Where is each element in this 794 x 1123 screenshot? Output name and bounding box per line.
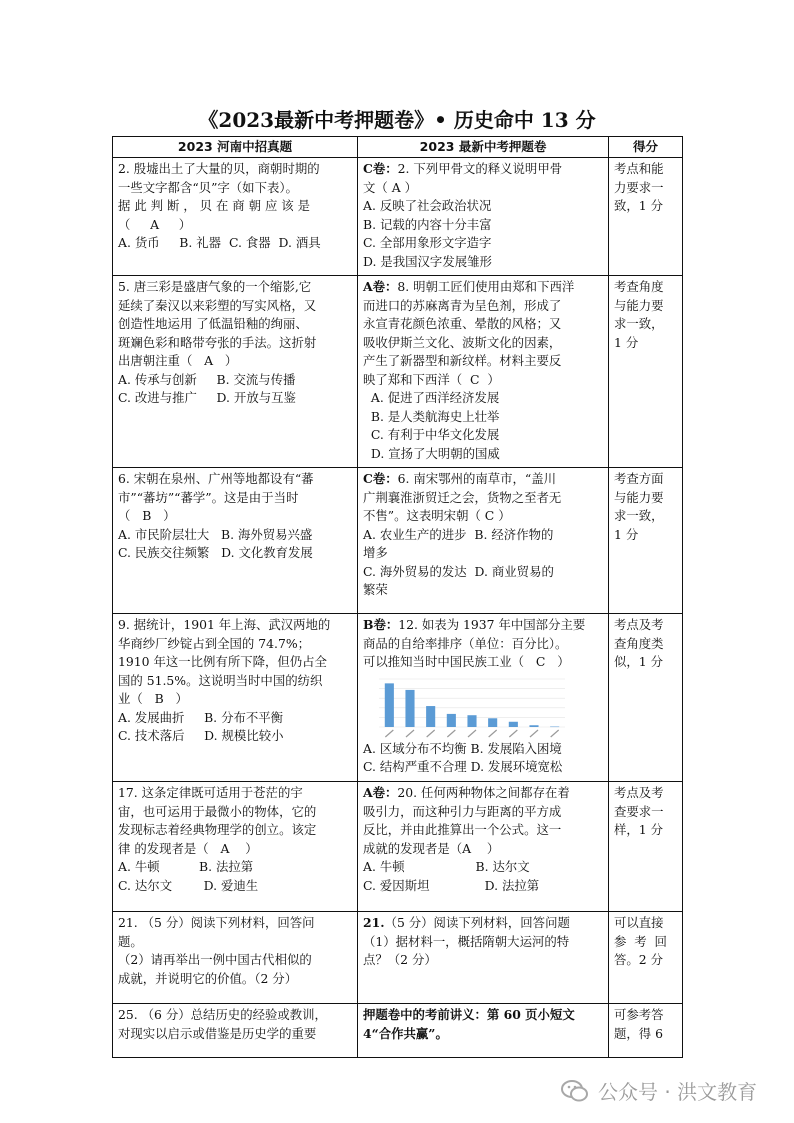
question-line: B. 是人类航海史上壮举 bbox=[363, 408, 500, 424]
question-line bbox=[363, 914, 603, 933]
table-row bbox=[113, 1004, 683, 1058]
score-line: 答。2 分 bbox=[614, 952, 663, 967]
question-line: C. 全部用象形文字造字 bbox=[363, 235, 492, 250]
question-line: 延续了秦汉以来彩塑的写实风格，又 bbox=[118, 297, 317, 313]
question-line: A. 市民阶层壮大 B. 海外贸易兴盛 bbox=[118, 526, 313, 542]
table-row bbox=[113, 782, 683, 912]
question-line: A. 反映了社会政治状况 bbox=[363, 198, 492, 213]
chart-tick-label bbox=[447, 730, 455, 737]
chart-bar bbox=[529, 725, 538, 727]
chart-bar bbox=[385, 683, 394, 727]
chart-bar bbox=[447, 713, 456, 726]
question-line: 吸引力，而这种引力与距离的平方成 bbox=[363, 803, 562, 819]
question-line: B. 记载的内容十分丰富 bbox=[363, 216, 492, 232]
watermark bbox=[560, 1076, 757, 1105]
question-line: 出唐朝注重（ A ） bbox=[118, 353, 238, 368]
score-line: 与能力要 bbox=[614, 297, 664, 313]
chart-bar bbox=[405, 689, 414, 726]
question-line: 商品的自给率排序（单位：百分比）。 bbox=[363, 635, 568, 651]
question-line: 发现标志着经典物理学的创立。该定 bbox=[118, 822, 317, 837]
question-line: 2. 殷墟出土了大量的贝，商朝时期的 bbox=[118, 161, 320, 176]
score-line: 可参考答 bbox=[614, 1007, 664, 1022]
score-line: 1 分 bbox=[614, 526, 639, 542]
question-line: 国的 51.5%。这说明当时中国的纺织 bbox=[118, 672, 323, 688]
mock-question-cell bbox=[358, 468, 609, 614]
paper-label: C卷： bbox=[363, 161, 398, 176]
question-line: 1910 年这一比例有所下降，但仍占全 bbox=[118, 654, 327, 669]
question-line bbox=[363, 616, 603, 635]
score-line: 题，得 6 bbox=[614, 1025, 663, 1041]
question-line: 华商纱厂纱锭占到全国的 74.7%； bbox=[118, 635, 310, 651]
question-line: （ B ） bbox=[118, 508, 176, 523]
question-line: 斑斓色彩和略带夸张的手法。这折射 bbox=[118, 334, 317, 350]
question-line: 不售”。这表明宋朝（ C ） bbox=[363, 508, 511, 523]
question-line: 宙，也可运用于最微小的物体，它的 bbox=[118, 803, 317, 819]
question-line: 反比，并由此推算出一个公式。这一 bbox=[363, 822, 562, 837]
paper-label: 21. bbox=[363, 915, 385, 930]
table-row bbox=[113, 614, 683, 782]
score-line: 查角度类 bbox=[614, 635, 664, 651]
question-line: 据 此 判 断 ， 贝 在 商 朝 应 该 是 bbox=[118, 198, 311, 213]
chart-bar bbox=[550, 726, 559, 727]
paper-label: A卷： bbox=[363, 785, 398, 800]
question-line: 题。 bbox=[118, 933, 143, 949]
score-cell bbox=[609, 614, 683, 782]
question-text: 2. 下列甲骨文的释义说明甲骨 bbox=[397, 161, 563, 176]
question-line: 增多 bbox=[363, 545, 388, 560]
question-text: 8. 明朝工匠们使用由郑和下西洋 bbox=[397, 279, 575, 294]
chart-tick-label bbox=[385, 730, 393, 737]
header-henan-exam: 2023 河南中招真题 bbox=[113, 137, 358, 158]
question-line: A. 农业生产的进步 B. 经济作物的 bbox=[363, 526, 554, 542]
score-line: 参 考 回 bbox=[614, 933, 667, 949]
question-line bbox=[363, 160, 603, 179]
score-cell bbox=[609, 1004, 683, 1058]
table-row bbox=[113, 468, 683, 614]
question-line: 6. 宋朝在泉州、广州等地都设有“蕃 bbox=[118, 471, 314, 486]
question-line: 律 的发现者是（ A ） bbox=[118, 840, 258, 856]
question-line: （ A ） bbox=[118, 216, 192, 232]
question-text: 20. 任何两种物体之间都存在着 bbox=[397, 785, 570, 800]
question-line: C. 民族交往频繁 D. 文化教育发展 bbox=[118, 545, 313, 560]
chart-tick-label bbox=[427, 730, 435, 737]
table-row bbox=[113, 912, 683, 1004]
question-line bbox=[363, 278, 603, 297]
henan-question-cell bbox=[113, 468, 358, 614]
mock-question-cell bbox=[358, 614, 609, 782]
mock-question-cell bbox=[358, 276, 609, 468]
question-line: C. 海外贸易的发达 D. 商业贸易的 bbox=[363, 563, 554, 579]
question-line: 点？（2 分） bbox=[363, 952, 437, 967]
question-line: 可以推知当时中国民族工业（ C ） bbox=[363, 654, 570, 669]
question-line bbox=[363, 784, 603, 803]
henan-question-cell bbox=[113, 1004, 358, 1058]
score-line: 考查角度 bbox=[614, 279, 664, 294]
question-line: D. 宣扬了大明朝的国威 bbox=[363, 445, 500, 461]
table-header-row bbox=[113, 137, 683, 158]
paper-label: A卷： bbox=[363, 279, 398, 294]
chart-bar bbox=[488, 718, 497, 727]
question-line: A. 发展曲折 B. 分布不平衡 bbox=[118, 709, 284, 725]
header-mock-exam: 2023 最新中考押题卷 bbox=[358, 137, 609, 158]
question-line bbox=[363, 470, 603, 489]
chart-bar bbox=[467, 715, 476, 727]
question-line: A. 牛顿 B. 达尔文 bbox=[363, 859, 530, 874]
question-line: D. 是我国汉字发展雏形 bbox=[363, 253, 492, 269]
question-line: A. 牛顿 B. 法拉第 bbox=[118, 859, 254, 874]
score-line: 考查方面 bbox=[614, 471, 664, 486]
score-line: 力要求一 bbox=[614, 179, 664, 195]
question-line: 9. 据统计，1901 年上海、武汉两地的 bbox=[118, 617, 331, 632]
score-line: 求一致， bbox=[614, 316, 664, 331]
question-line: A. 促进了西洋经济发展 bbox=[363, 390, 500, 405]
question-line: C. 技术落后 D. 规模比较小 bbox=[118, 728, 284, 743]
table-row bbox=[113, 158, 683, 276]
score-cell bbox=[609, 912, 683, 1004]
question-line: C. 改进与推广 D. 开放与互鉴 bbox=[118, 390, 296, 405]
question-line: 21. （5 分）阅读下列材料，回答问 bbox=[118, 915, 315, 930]
question-line: 对现实以启示或借鉴是历史学的重要 bbox=[118, 1025, 317, 1041]
question-line: 17. 这条定律既可适用于苍茫的宇 bbox=[118, 785, 303, 800]
henan-question-cell bbox=[113, 912, 358, 1004]
score-line: 致，1 分 bbox=[614, 198, 663, 213]
comparison-table bbox=[112, 136, 683, 1058]
chart-tick-label bbox=[489, 730, 497, 737]
score-line: 查要求一 bbox=[614, 803, 664, 819]
score-line: 可以直接 bbox=[614, 915, 664, 930]
chart-tick-label bbox=[551, 730, 559, 737]
question-line: 文（ A ） bbox=[363, 179, 417, 195]
score-line: 考点及考 bbox=[614, 785, 664, 800]
chart-tick-label bbox=[530, 730, 538, 737]
question-line: 吸收伊斯兰文化、波斯文化的因素， bbox=[363, 334, 562, 350]
watermark-text: 公众号 · 洪文教育 bbox=[598, 1080, 758, 1104]
score-cell bbox=[609, 782, 683, 912]
page-title: 《2023最新中考押题卷》• 历史命中 13 分 bbox=[198, 108, 596, 132]
score-line: 样，1 分 bbox=[614, 822, 663, 837]
question-line: C. 达尔文 D. 爱迪生 bbox=[118, 877, 259, 893]
score-cell bbox=[609, 158, 683, 276]
paper-label: B卷： bbox=[363, 617, 399, 632]
chart-tick-label bbox=[509, 730, 517, 737]
question-line: 5. 唐三彩是盛唐气象的一个缩影,它 bbox=[118, 279, 312, 294]
score-line: 与能力要 bbox=[614, 489, 664, 505]
question-line: 而进口的苏麻离青为呈色剂，形成了 bbox=[363, 297, 562, 313]
score-line: 1 分 bbox=[614, 334, 639, 350]
question-line: 永宣青花颜色浓重、晕散的风格；又 bbox=[363, 316, 562, 331]
chart-bar bbox=[426, 706, 435, 727]
option-line: C. 结构严重不合理 D. 发展环境宽松 bbox=[363, 759, 563, 774]
question-line: A. 传承与创新 B. 交流与传播 bbox=[118, 371, 296, 387]
henan-question-cell bbox=[113, 782, 358, 912]
chart-bar bbox=[509, 721, 518, 726]
henan-question-cell bbox=[113, 614, 358, 782]
question-line: 押题卷中的考前讲义：第 60 页小短文 bbox=[363, 1007, 575, 1022]
score-line: 考点和能 bbox=[614, 161, 664, 176]
mock-question-cell bbox=[358, 782, 609, 912]
question-line: 成就，并说明它的价值。（2 分） bbox=[118, 970, 298, 986]
question-text: 12. 如表为 1937 年中国部分主要 bbox=[398, 617, 586, 632]
paper-label: C卷： bbox=[363, 471, 398, 486]
question-line: C. 爱因斯坦 D. 法拉第 bbox=[363, 877, 540, 893]
question-line: 25. （6 分）总结历史的经验或教训， bbox=[118, 1007, 327, 1022]
question-line: 繁荣 bbox=[363, 582, 388, 597]
question-text: 6. 南宋鄂州的南草市，“盖川 bbox=[397, 471, 557, 486]
question-line: C. 有利于中华文化发展 bbox=[363, 427, 500, 442]
question-line: 一些文字都含“贝”字（如下表）。 bbox=[118, 179, 298, 195]
question-line: 市”“蕃坊”“蕃学”。这是由于当时 bbox=[118, 489, 299, 505]
mock-question-cell bbox=[358, 912, 609, 1004]
question-line: （2）请再举出一例中国古代相似的 bbox=[118, 952, 312, 967]
mock-question-cell bbox=[358, 1004, 609, 1058]
option-line: A. 区域分布不均衡 B. 发展陷入困境 bbox=[363, 740, 562, 756]
henan-question-cell bbox=[113, 158, 358, 276]
score-cell bbox=[609, 468, 683, 614]
header-score: 得分 bbox=[609, 137, 683, 158]
question-line: 产生了新器型和新纹样。材料主要反 bbox=[363, 353, 562, 368]
mock-question-cell bbox=[358, 158, 609, 276]
score-line: 求一致， bbox=[614, 508, 664, 523]
score-cell bbox=[609, 276, 683, 468]
chart-tick-label bbox=[468, 730, 476, 737]
self-sufficiency-bar-chart bbox=[371, 676, 571, 738]
question-line: 广荆襄淮浙贸迁之会，货物之至者无 bbox=[363, 489, 562, 505]
question-text: （5 分）阅读下列材料，回答问题 bbox=[384, 915, 570, 930]
question-line: 创造性地运用 了低温铅釉的绚丽、 bbox=[118, 316, 308, 331]
wechat-icon bbox=[560, 1079, 590, 1103]
score-line: 似，1 分 bbox=[614, 654, 663, 669]
question-line: 4“合作共赢”。 bbox=[363, 1025, 448, 1041]
henan-question-cell bbox=[113, 276, 358, 468]
chart-tick-label bbox=[406, 730, 414, 737]
question-line: （1）据材料一，概括隋朝大运河的特 bbox=[363, 933, 570, 949]
question-line: 成就的发现者是（A ） bbox=[363, 840, 500, 856]
question-line: A. 货币 B. 礼器 C. 食器 D. 酒具 bbox=[118, 235, 321, 250]
question-line: 业（ B ） bbox=[118, 691, 188, 706]
question-line: 映了郑和下西洋（ C ） bbox=[363, 371, 500, 387]
score-line: 考点及考 bbox=[614, 617, 664, 632]
table-row bbox=[113, 276, 683, 468]
